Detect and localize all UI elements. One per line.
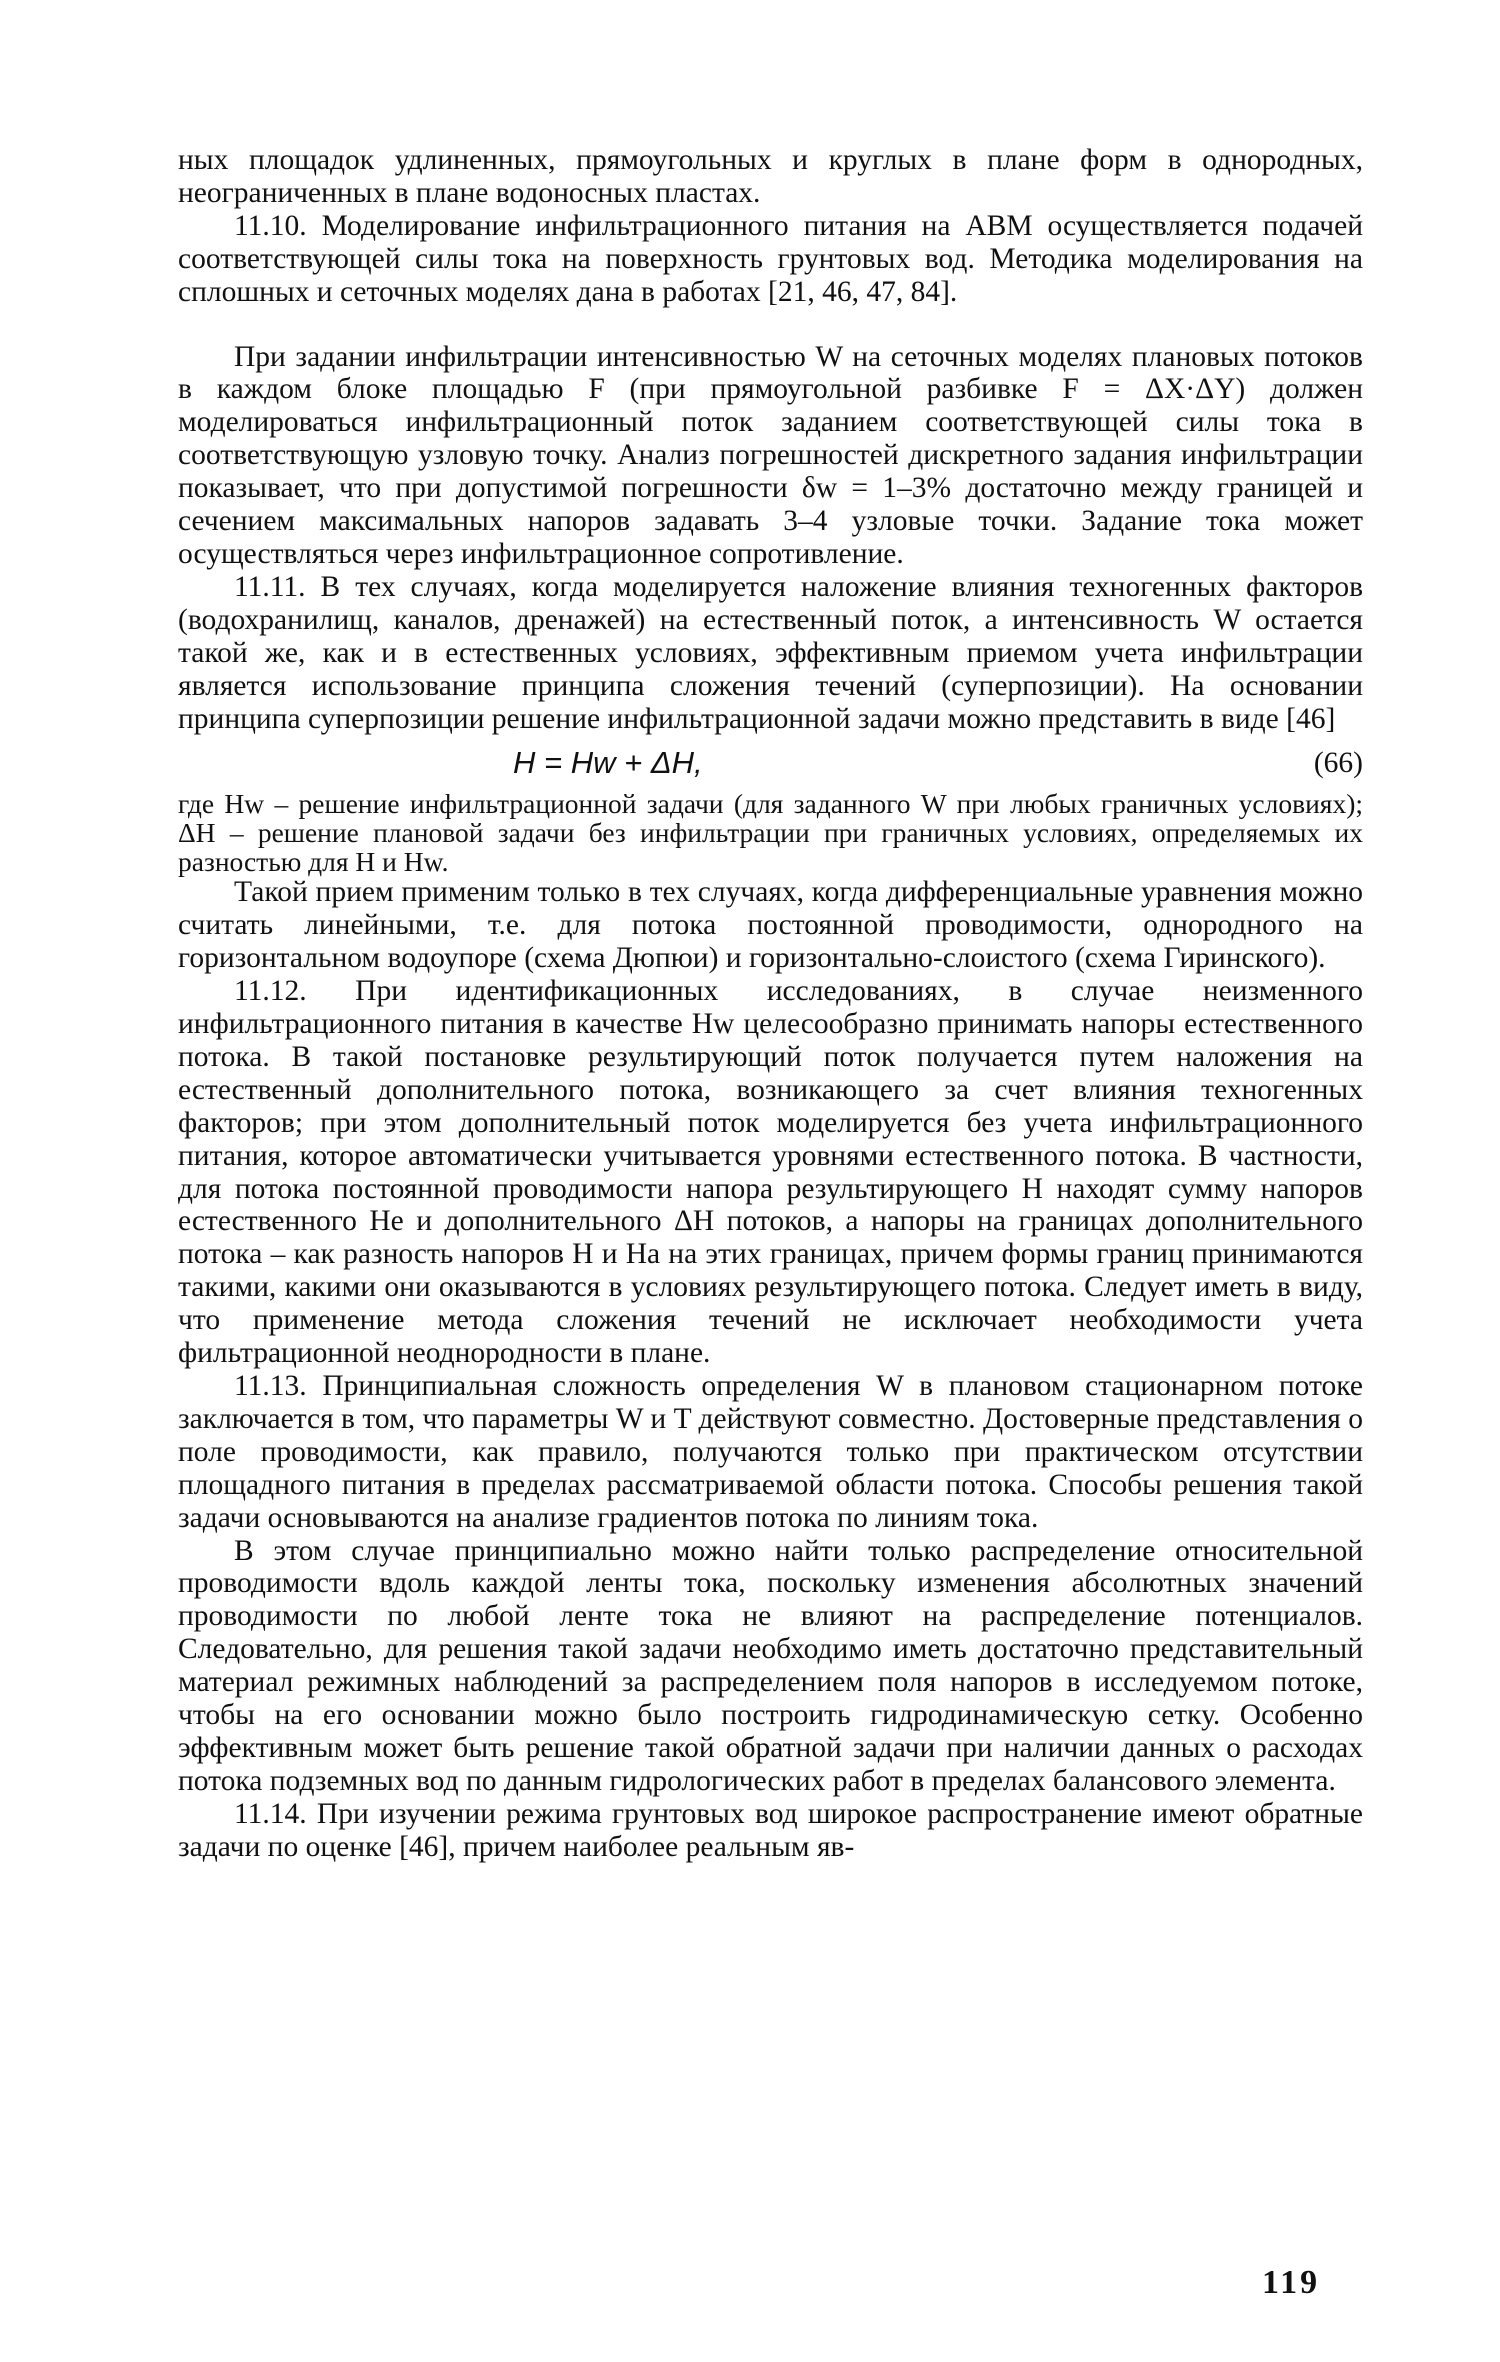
paragraph-11-12: 11.12. При идентификационных исследованиях, в случае неизменного инфильтрационного питания в качестве Hw целесообразно принимать напоры естественного потока. В такой постановке результирующий поток получается путем наложения на естественный дополнительного потока, возникающего за счет влияния техногенных факторов; при этом дополнительный поток моделируется без учета инфильтрационного питания, которое автоматически учитывается уровнями естественного потока. В частности, для потока постоянной проводимости напора результирующего H находят сумму напоров естественного He и дополнительного ΔH потоков, а напоры на границах дополнительного потока – как разность напоров H и Ha на этих границах, причем формы границ принимаются такими, какими они оказываются в условиях результирующего потока. Следует иметь в виду, что применение метода сложения течений не исключает необходимости учета фильтрационной неоднородности в плане. — [178, 975, 1363, 1370]
paragraph-where-definitions: где Hw – решение инфильтрационной задачи (для заданного W при любых граничных условиях); ΔH – решение плановой задачи без инфильтрации при граничных условиях, определяемых их разностью для H и Hw. — [178, 788, 1363, 878]
paragraph-11-14: 11.14. При изучении режима грунтовых вод широкое распространение имеют обратные задачи по оценке [46], причем наиболее реальным яв- — [178, 1797, 1363, 1863]
paragraph-linear-applicability: Такой прием применим только в тех случаях, когда дифференциальные уравнения можно считать линейными, т.е. для потока постоянной проводимости, однородного на горизонтальном водоупоре (схема Дюпюи) и горизонтально-слоистого (схема Гиринского). — [178, 876, 1363, 975]
body-text — [178, 144, 1363, 1864]
paragraph-11-11: 11.11. В тех случаях, когда моделируется наложение влияния техногенных факторов (водохранилищ, каналов, дренажей) на естественный поток, а интенсивность W остается такой же, как и в естественных условиях, эффективным приемом учета инфильтрации является использование принципа сложения течений (суперпозиции). На основании принципа суперпозиции решение инфильтрационной задачи можно представить в виде [46] — [178, 570, 1363, 735]
page-number: 119 — [1262, 2264, 1321, 2301]
paragraph-11-13: 11.13. Принципиальная сложность определения W в плановом стационарном потоке заключается в том, что параметры W и T действуют совместно. Достоверные представления о поле проводимости, как правило, получаются только при практическом отсутствии площадного питания в пределах рассматриваемой области потока. Способы решения такой задачи основываются на анализе градиентов потока по линиям тока. — [178, 1370, 1363, 1534]
equation-66 — [178, 737, 1363, 789]
equation-formula: H = Hw + ΔH, — [513, 745, 703, 781]
paragraph-infiltration-setting: При задании инфильтрации интенсивностью W на сеточных моделях плановых потоков в каждом блоке площадью F (при прямоугольной разбивке F = ΔX·ΔY) должен моделироваться инфильтрационный поток заданием соответствующей силы тока в соответствующую узловую точку. Анализ погрешностей дискретного задания инфильтрации показывает, что при допустимой погрешности δw = 1–3% достаточно между границей и сечением максимальных напоров задавать 3–4 узловые точки. Задание тока может осуществляться через инфильтрационное сопротивление. — [178, 340, 1363, 570]
equation-number: (66) — [1313, 747, 1363, 780]
paragraph-relative-conductivity: В этом случае принципиально можно найти только распределение относительной проводимости вдоль каждой ленты тока, поскольку изменения абсолютных значений проводимости по любой ленте тока не влияют на распределение потенциалов. Следовательно, для решения такой задачи необходимо иметь достаточно представительный материал режимных наблюдений за распределением поля напоров в исследуемом потоке, чтобы на его основании можно было построить гидродинамическую сетку. Особенно эффективным может быть решение такой обратной задачи при наличии данных о расходах потока подземных вод по данным гидрологических работ в пределах балансового элемента. — [178, 1534, 1363, 1797]
paragraph-continuation: ных площадок удлиненных, прямоугольных и круглых в плане форм в однородных, неограниченных в плане водоносных пластах. — [178, 144, 1363, 209]
paragraph-11-10: 11.10. Моделирование инфильтрационного питания на АВМ осуществляется подачей соответствующей силы тока на поверхность грунтовых вод. Методика моделирования на сплошных и сеточных моделях дана в работах [21, 46, 47, 84]. — [178, 209, 1363, 308]
